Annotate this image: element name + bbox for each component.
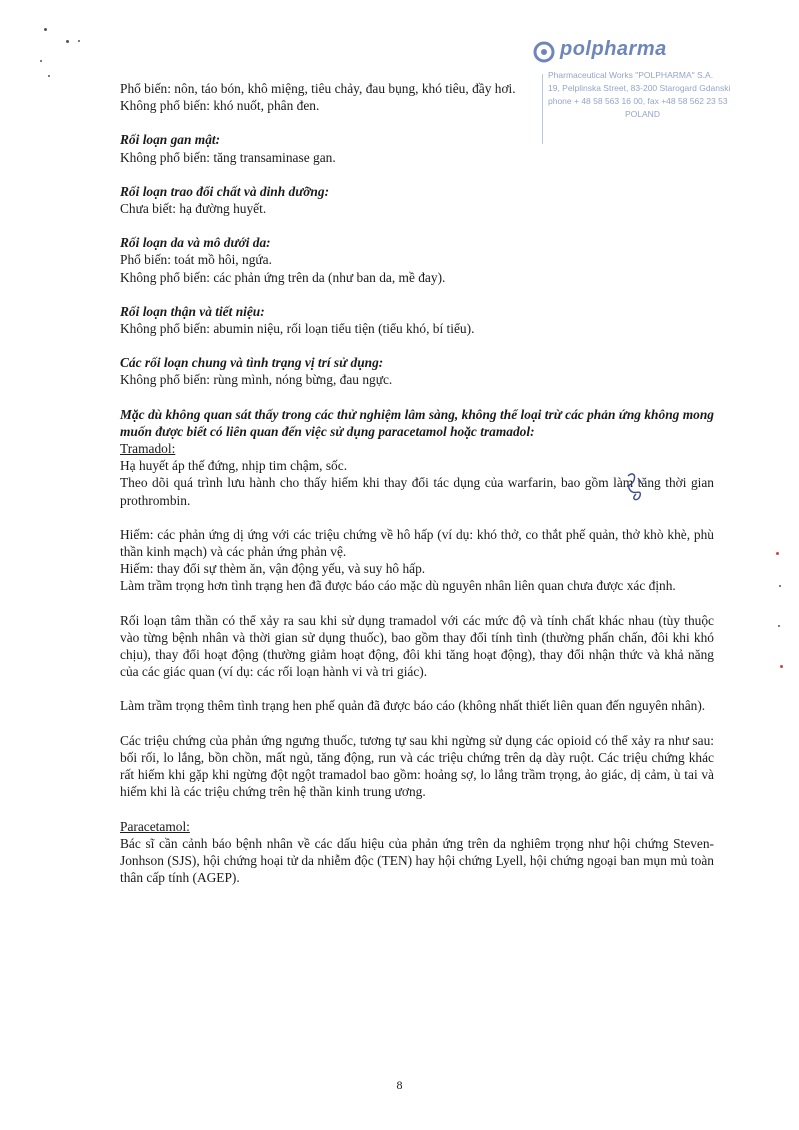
paragraph: Các triệu chứng của phản ứng ngưng thuốc, tương tự sau khi ngừng sử dụng các opioid có thể xảy ra như sau: bối rối, lo lắng, bồn chồn, mất ngủ, tăng động, run và các triệu chứng trên dạ dày ruột. Các triệu chứng khác rất hiếm khi gặp khi ngừng đột ngột tramadol bao gồm: hoảng sợ, lo lắng trầm trọng, ảo giác, dị cảm, ù tai và hiếm khi là các triệu chứng trên hệ thần kinh trung ương.: [120, 732, 714, 800]
paragraph: Rối loạn tâm thần có thể xảy ra sau khi sử dụng tramadol với các mức độ và tính chất khác nhau (tùy thuộc vào từng bệnh nhân và thời gian sử dụng thuốc), bao gồm thay đổi tính tình (thường phấn chấn, đôi khi khó chịu), thay đổi hoạt động (thường giảm hoạt động, đôi khi tăng hoạt động), thay đổi nhận thức và khả năng của các giác quan (ví dụ: các rối loạn hành vi và tri giác).: [120, 612, 714, 680]
text-line: Phổ biến: nôn, táo bón, khô miệng, tiêu chảy, đau bụng, khó tiêu, đầy hơi.: [120, 81, 516, 96]
section-heading: Rối loạn trao đổi chất và dinh dưỡng:: [120, 183, 330, 199]
text-line: Chưa biết: hạ đường huyết.: [120, 201, 267, 217]
stamp-brand: polpharma: [560, 38, 667, 60]
section-tramadol-withdrawal: [120, 732, 714, 801]
section-heading: Rối loạn gan mật:: [120, 132, 221, 148]
paragraph: Làm trầm trọng hơn tình trạng hen đã được báo cáo mặc dù nguyên nhân liên quan chưa được xác định.: [120, 578, 676, 594]
paragraph: Hiếm: các phản ứng dị ứng với các triệu chứng về hô hấp (ví dụ: khó thở, co thắt phế quản, thở khò khè, phù thần kinh mạch) và các phản ứng phản vệ.: [120, 526, 714, 560]
stamp-line-3: phone + 48 58 563 16 00, fax +48 58 562 23 53: [548, 96, 728, 106]
section-heading: Các rối loạn chung và tình trạng vị trí sử dụng:: [120, 355, 384, 371]
section-skin: [120, 234, 714, 286]
text-line: Hạ huyết áp thế đứng, nhịp tim chậm, sốc.: [120, 458, 348, 474]
stamp-line-2: 19, Pelplinska Street, 83-200 Starogard Gdanski: [548, 83, 731, 93]
stamp-line-1: Pharmaceutical Works "POLPHARMA" S.A.: [548, 70, 714, 80]
section-hepatobiliary: [120, 131, 714, 165]
section-paracetamol: [120, 818, 714, 887]
section-renal: [120, 303, 714, 337]
tramadol-title: Tramadol:: [120, 441, 176, 457]
section-tramadol-psych: [120, 612, 714, 681]
polpharma-logo-icon: [530, 40, 558, 64]
paragraph: Bác sĩ cần cảnh báo bệnh nhân về các dấu hiệu của phản ứng trên da nghiêm trọng như hội chứng Steven-Jonhson (SJS), hội chứng hoại tử da nhiễm độc (TEN) hay hội chứng Lyell, hội chứng ngoại ban mụn mủ toàn thân cấp tính (AGEP).: [120, 835, 714, 886]
text-line: Không phổ biến: abumin niệu, rối loạn tiểu tiện (tiểu khó, bí tiểu).: [120, 321, 475, 337]
section-tramadol-asthma: [120, 697, 714, 714]
section-heading: Rối loạn thận và tiết niệu:: [120, 303, 265, 319]
section-metabolism: [120, 183, 714, 217]
signature-icon: [622, 470, 650, 504]
text-line: Không phổ biến: tăng transaminase gan.: [120, 149, 336, 165]
section-tramadol-rare: [120, 526, 714, 595]
text-line: Không phổ biến: khó nuốt, phân đen.: [120, 98, 320, 114]
text-line: Phổ biến: toát mồ hôi, ngứa.: [120, 252, 272, 268]
paracetamol-title: Paracetamol:: [120, 818, 190, 834]
text-line: Không phổ biến: các phản ứng trên da (như ban da, mề đay).: [120, 269, 446, 285]
text-line: Hiếm: thay đổi sự thèm ăn, vận động yếu, và suy hô hấp.: [120, 561, 426, 577]
section-common: [120, 80, 714, 114]
warning-heading: Mặc dù không quan sát thấy trong các thử nghiệm lâm sàng, không thể loại trừ các phản ứng không mong muốn được biết có liên quan đến việc sử dụng paracetamol hoặc tramadol:: [120, 406, 714, 439]
page-number: 8: [396, 1078, 403, 1092]
text-line: Không phổ biến: rùng mình, nóng bừng, đau ngực.: [120, 372, 393, 388]
section-heading: Rối loạn da và mô dưới da:: [120, 235, 271, 251]
paragraph: Làm trầm trọng thêm tình trạng hen phế quản đã được báo cáo (không nhất thiết liên quan đến nguyên nhân).: [120, 698, 706, 714]
stamp-country: POLAND: [625, 109, 660, 119]
paragraph: Theo dõi quá trình lưu hành cho thấy hiếm khi thay đổi tác dụng của warfarin, bao gồm làm tăng thời gian prothrombin.: [120, 475, 714, 508]
section-general: [120, 354, 714, 388]
